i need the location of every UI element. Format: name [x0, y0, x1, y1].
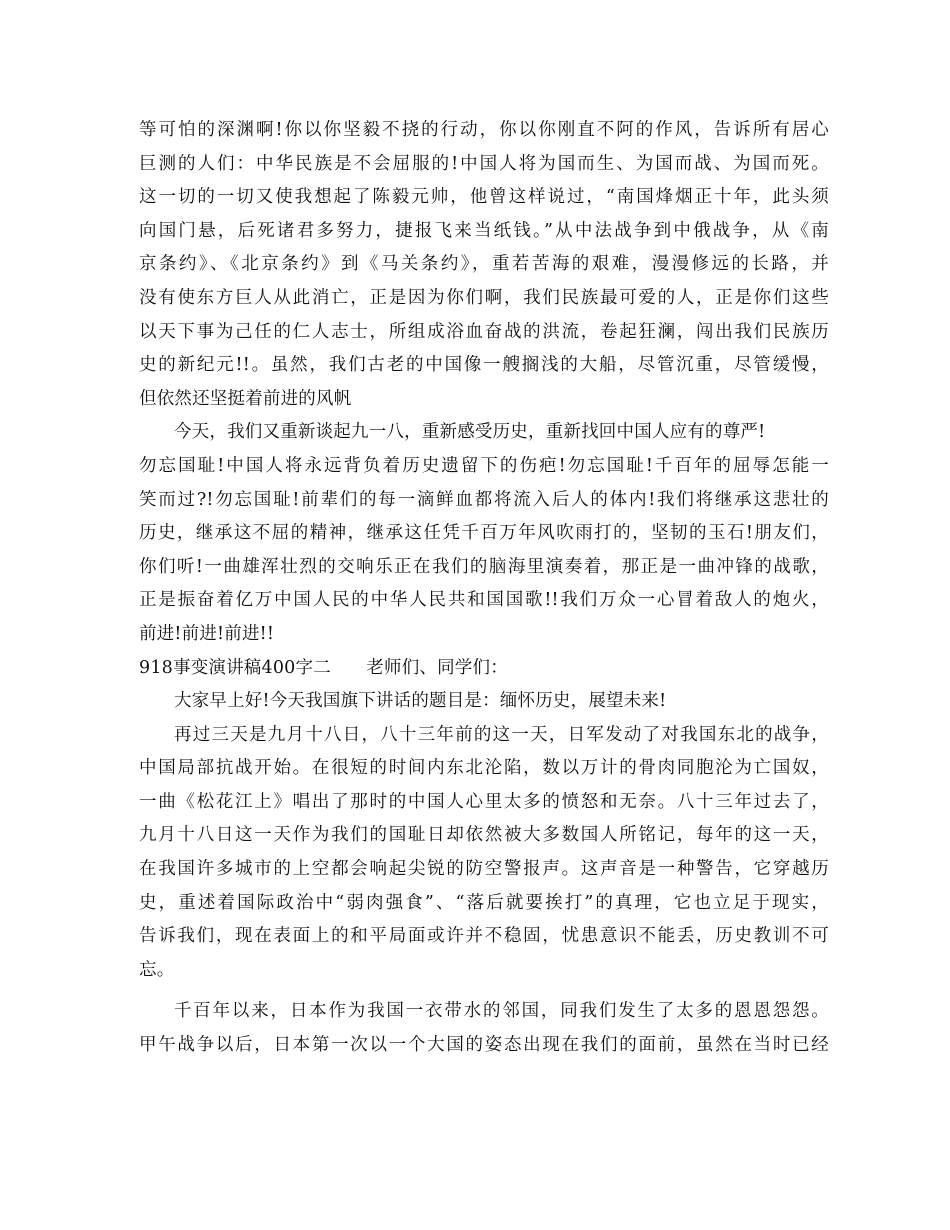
text-line: 大家早上好!今天我国旗下讲话的题目是：缅怀历史，展望未来!: [174, 691, 667, 712]
text-line: 在我国许多城市的上空都会响起尖锐的防空警报声。这声音是一种警告，它穿越历: [139, 859, 829, 880]
text-line: 再过三天是九月十八日，八十三年前的这一天，日军发动了对我国东北的战争，: [174, 724, 829, 745]
section-heading-line: 918事变演讲稿400字二 老师们、同学们：: [139, 657, 508, 678]
text-line: 但依然还坚挺着前进的风帆: [139, 388, 352, 409]
text-line: 九月十八日这一天作为我们的国耻日却依然被大多数国人所铭记，每年的这一天，: [139, 825, 829, 846]
text-line: 向国门悬，后死诸君多努力，捷报飞来当纸钱。”从中法战争到中俄战争，从《南: [139, 220, 829, 241]
text-line: 史的新纪元!!。虽然，我们古老的中国像一艘搁浅的大船，尽管沉重，尽管缓慢，: [139, 355, 829, 376]
text-line: 历史，继承这不屈的精神，继承这任凭千百万年风吹雨打的，坚韧的玉石!朋友们，: [139, 523, 829, 544]
text-line: 这一切的一切又使我想起了陈毅元帅，他曾这样说过，“南国烽烟正十年，此头须: [139, 187, 829, 208]
text-line: 笑而过?!勿忘国耻!前辈们的每一滴鲜血都将流入后人的体内!我们将继承这悲壮的: [139, 489, 829, 510]
text-line: 中国局部抗战开始。在很短的时间内东北沦陷，数以万计的骨肉同胞沦为亡国奴，: [139, 758, 829, 779]
text-line: 忘。: [139, 959, 175, 980]
text-line: 史，重述着国际政治中“弱肉强食”、“落后就要挨打”的真理，它也立足于现实，: [139, 892, 829, 913]
text-line: 前进!前进!前进!!: [139, 623, 275, 644]
text-line: 勿忘国耻!中国人将永远背负着历史遗留下的伤疤!勿忘国耻!千百年的屈辱怎能一: [139, 455, 829, 476]
text-line: 一曲《松花江上》唱出了那时的中国人心里太多的愤怒和无奈。八十三年过去了，: [139, 791, 829, 812]
text-line: 京条约》、《北京条约》到《马关条约》，重若苦海的艰难，漫漫修远的长路，并: [139, 254, 829, 275]
section-heading: [139, 652, 829, 686]
paragraph-greeting: [139, 685, 829, 719]
text-line: 没有使东方巨人从此消亡，正是因为你们啊，我们民族最可爱的人，正是你们这些: [139, 287, 829, 308]
text-line: 千百年以来，日本作为我国一衣带水的邻国，同我们发生了太多的恩恩怨怨。: [174, 1001, 829, 1022]
text-line: 你们听!一曲雄浑壮烈的交响乐正在我们的脑海里演奏着，那正是一曲冲锋的战歌，: [139, 556, 829, 577]
document-body: [139, 114, 829, 1063]
paragraph-3: [139, 719, 829, 988]
text-line: 正是振奋着亿万中国人民的中华人民共和国国歌!!我们万众一心冒着敌人的炮火，: [139, 590, 829, 611]
text-line: 甲午战争以后，日本第一次以一个大国的姿态出现在我们的面前，虽然在当时已经: [139, 1035, 829, 1056]
paragraph-2: [139, 416, 829, 651]
paragraph-spacer: [139, 987, 829, 995]
text-line: 告诉我们，现在表面上的和平局面或许并不稳固，忧患意识不能丢，历史教训不可: [139, 926, 829, 947]
paragraph-1: [139, 114, 829, 416]
text-line: 等可怕的深渊啊!你以你坚毅不挠的行动，你以你刚直不阿的作风，告诉所有居心: [139, 120, 829, 140]
text-line: 今天，我们又重新谈起九一八，重新感受历史，重新找回中国人应有的尊严!: [174, 422, 766, 443]
text-line: 巨测的人们：中华民族是不会屈服的!中国人将为国而生、为国而战、为国而死。: [139, 153, 829, 174]
paragraph-4: [139, 995, 829, 1062]
text-line: 以天下事为己任的仁人志士，所组成浴血奋战的洪流，卷起狂澜，闯出我们民族历: [139, 321, 829, 342]
